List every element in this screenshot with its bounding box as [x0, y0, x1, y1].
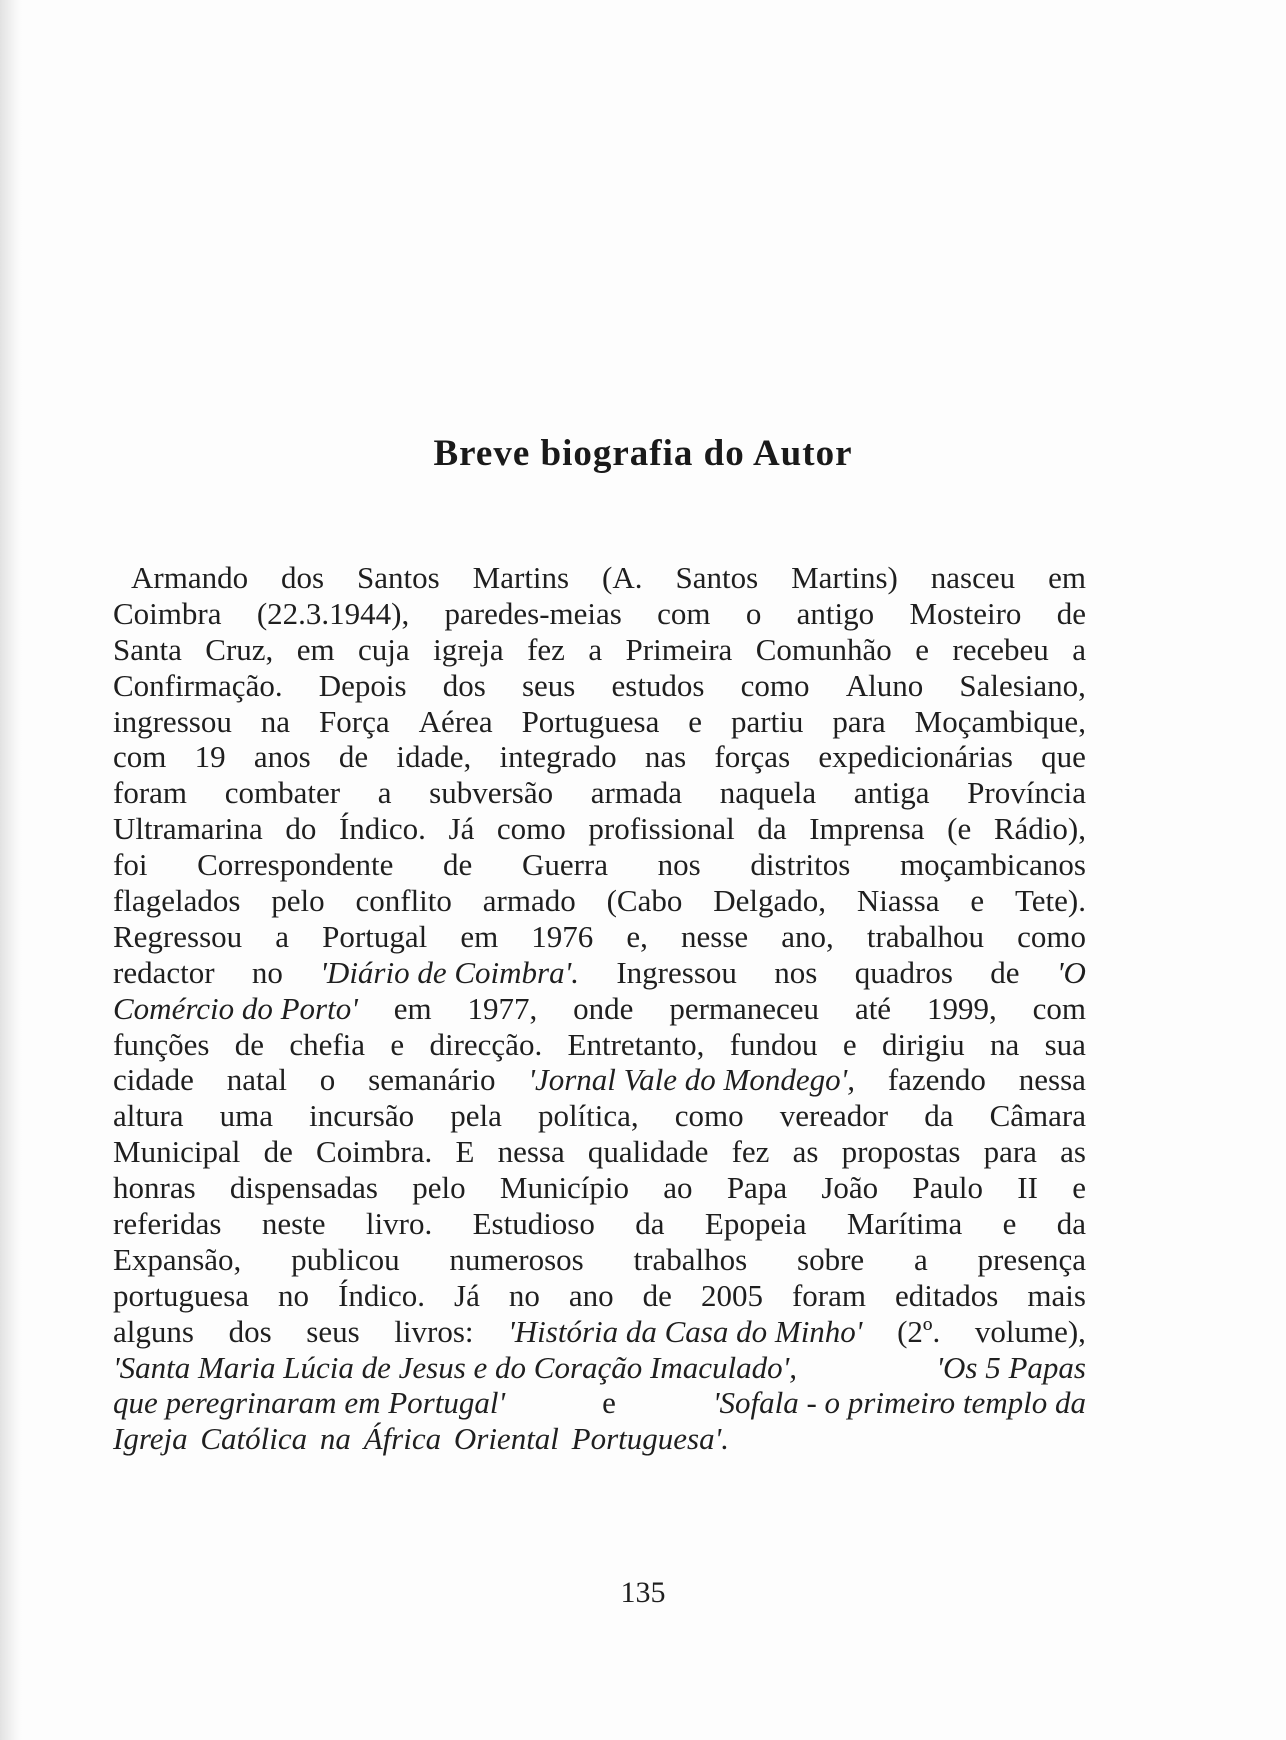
text-word: na: [989, 1026, 1020, 1062]
text-word: ano,: [781, 918, 834, 954]
text-word: honras: [113, 1170, 196, 1206]
text-word: sobre: [797, 1241, 865, 1277]
text-word: da: [924, 1098, 954, 1134]
text-word: no: [508, 1277, 540, 1313]
text-line: [113, 991, 1086, 1027]
text-word: Santa: [113, 631, 182, 667]
text-word: dos: [442, 667, 486, 703]
text-word: 19: [194, 739, 226, 775]
text-word: de: [642, 1277, 672, 1313]
text-word: livros:: [394, 1313, 474, 1349]
text-word: antigo: [796, 595, 875, 631]
text-word: cuja: [358, 631, 410, 667]
text-line: [113, 775, 1086, 811]
page-title: Breve biografia do Autor: [433, 433, 853, 474]
text-word: 'Sofala - o primeiro templo da: [712, 1385, 1086, 1421]
text-word: Epopeia: [704, 1206, 807, 1242]
text-word: qualidade: [587, 1134, 709, 1170]
text-word: armada: [590, 775, 683, 811]
text-word: nos: [657, 847, 701, 883]
text-word: 'Diário de Coimbra'.: [320, 954, 579, 990]
text-word: Armando: [131, 560, 249, 595]
text-word: Correspondente: [197, 847, 394, 883]
text-word: fazendo: [887, 1062, 986, 1098]
text-line: [113, 560, 1086, 596]
text-line: [113, 847, 1086, 883]
text-word: Já: [448, 811, 475, 847]
text-line: [113, 1027, 1086, 1063]
text-word: e: [1072, 1170, 1086, 1206]
text-word: e,: [626, 918, 648, 954]
text-word: Portuguesa: [521, 703, 660, 739]
text-word: a: [377, 775, 392, 811]
text-word: e: [842, 1026, 857, 1062]
text-word: com: [1032, 990, 1086, 1026]
text-word: Salesiano,: [959, 667, 1086, 703]
text-word: do: [285, 811, 317, 847]
page-edge-shadow: [0, 0, 22, 1740]
text-word: em: [393, 990, 432, 1026]
text-word: Coimbra.: [316, 1134, 433, 1170]
text-word: como: [674, 1098, 744, 1134]
text-word: Província: [967, 775, 1086, 811]
text-word: semanário: [368, 1062, 496, 1098]
text-word: flagelados: [113, 883, 241, 919]
text-word: armado: [482, 883, 576, 919]
text-word: e: [390, 1026, 405, 1062]
text-word: numerosos: [449, 1241, 584, 1277]
text-word: as: [792, 1134, 819, 1170]
text-word: permaneceu: [669, 990, 820, 1026]
text-word: naquela: [719, 775, 817, 811]
text-word: subversão: [429, 775, 554, 811]
text-word: como: [496, 811, 566, 847]
text-word: dos: [281, 560, 325, 595]
text-line: [113, 1170, 1086, 1206]
text-word: forças: [714, 739, 791, 775]
text-word: publicou: [291, 1241, 400, 1277]
text-word: 'História da Casa do Minho': [508, 1313, 863, 1349]
text-word: nasceu: [930, 560, 1016, 595]
text-word: nesse: [681, 918, 749, 954]
text-word: Rádio),: [993, 811, 1086, 847]
text-word: na: [260, 703, 291, 739]
text-word: antiga: [853, 775, 930, 811]
text-word: e: [970, 883, 985, 919]
text-word: II: [1017, 1170, 1038, 1206]
text-word: ano: [568, 1277, 614, 1313]
text-word: nos: [774, 954, 818, 990]
text-word: 'Santa Maria Lúcia de Jesus e do Coração Imaculado',: [113, 1349, 797, 1385]
text-word: João: [821, 1170, 879, 1206]
text-word: Delgado,: [713, 883, 826, 919]
text-word: e: [915, 631, 929, 667]
text-word: de: [338, 739, 369, 775]
text-word: nessa: [1018, 1062, 1086, 1098]
text-word: que peregrinaram em Portugal': [113, 1385, 506, 1421]
text-word: 2005: [700, 1277, 763, 1313]
text-word: e: [688, 703, 703, 739]
text-word: Expansão,: [113, 1241, 242, 1277]
text-word: foram: [113, 775, 188, 811]
text-word: Regressou: [113, 918, 243, 954]
text-line: [113, 632, 1086, 668]
text-word: e: [602, 1385, 616, 1421]
text-word: Portugal: [322, 918, 428, 954]
text-word: Comércio do Porto': [113, 990, 358, 1026]
text-word: de: [990, 954, 1020, 990]
text-line: [113, 1242, 1086, 1278]
text-word: alguns: [113, 1313, 194, 1349]
text-word: Niassa: [856, 883, 940, 919]
text-line: [113, 811, 1086, 847]
text-word: fez: [731, 1134, 770, 1170]
text-word: para: [983, 1134, 1037, 1170]
text-word: Santos: [357, 560, 440, 595]
text-word: sua: [1044, 1026, 1086, 1062]
text-line: [113, 1134, 1086, 1170]
text-word: livro.: [365, 1206, 433, 1242]
text-word: Ingressou: [616, 954, 737, 990]
text-word: a: [275, 918, 290, 954]
text-word: profissional: [588, 811, 735, 847]
text-word: 'O: [1056, 954, 1086, 990]
text-word: propostas: [841, 1134, 961, 1170]
text-line: [113, 1278, 1086, 1314]
text-word: foram: [791, 1277, 866, 1313]
text-word: (22.3.1944),: [256, 595, 410, 631]
text-word: E: [455, 1134, 475, 1170]
text-word: conflito: [355, 883, 452, 919]
text-word: funções: [113, 1026, 210, 1062]
text-word: (2º.: [897, 1313, 941, 1349]
text-word: pelo: [271, 883, 325, 919]
text-word: o: [745, 595, 762, 631]
text-word: a: [588, 631, 603, 667]
text-word: foi: [113, 847, 148, 883]
text-word: 1976: [531, 918, 594, 954]
text-line: [113, 1385, 1086, 1421]
text-word: volume),: [974, 1313, 1086, 1349]
text-word: Papa: [726, 1170, 788, 1206]
text-word: seus: [521, 667, 576, 703]
text-word: igreja: [433, 631, 504, 667]
text-word: chefia: [289, 1026, 366, 1062]
page-number: 135: [620, 1576, 666, 1609]
text-word: Martins: [472, 560, 570, 595]
text-word: a: [913, 1241, 928, 1277]
text-word: da: [635, 1206, 665, 1242]
text-word: até: [854, 990, 892, 1026]
text-word: onde: [573, 990, 634, 1026]
text-word: estudos: [611, 667, 705, 703]
text-word: as: [1060, 1134, 1086, 1170]
text-word: de: [443, 847, 473, 883]
text-word: de: [263, 1134, 293, 1170]
text-word: Cruz,: [205, 631, 274, 667]
text-word: Depois: [318, 667, 407, 703]
text-word: redactor: [113, 954, 215, 990]
text-word: (e: [947, 811, 972, 847]
text-line: [113, 1421, 1086, 1457]
text-word: (Cabo: [606, 883, 683, 919]
text-word: da: [757, 811, 787, 847]
text-word: de: [1056, 595, 1086, 631]
text-line: [113, 596, 1086, 632]
text-word: como: [1017, 918, 1086, 954]
text-word: mais: [1027, 1277, 1086, 1313]
text-word: (A.: [602, 560, 643, 595]
text-word: pela: [450, 1098, 502, 1134]
text-word: com: [113, 739, 167, 775]
text-word: para: [832, 703, 886, 739]
text-word: em: [460, 918, 499, 954]
text-word: Tete).: [1015, 883, 1086, 919]
text-word: nas: [644, 739, 687, 775]
text-word: Mosteiro: [909, 595, 1022, 631]
text-word: incursão: [309, 1098, 415, 1134]
text-word: Força: [319, 703, 390, 739]
text-word: Índico.: [338, 1277, 426, 1313]
text-line: [113, 704, 1086, 740]
biography-paragraph: [113, 560, 1086, 1457]
text-word: combater: [224, 775, 341, 811]
text-line: [113, 668, 1086, 704]
text-word: distritos: [750, 847, 851, 883]
text-word: Estudioso: [472, 1206, 595, 1242]
text-word: que: [1041, 739, 1086, 775]
text-word: partiu: [731, 703, 804, 739]
text-word: altura: [113, 1098, 184, 1134]
text-word: da: [1056, 1206, 1086, 1242]
text-word: trabalhou: [866, 918, 984, 954]
text-word: de: [234, 1026, 264, 1062]
text-word: a: [1072, 631, 1086, 667]
text-word: Ultramarina: [113, 811, 263, 847]
text-word: uma: [219, 1098, 274, 1134]
text-line: [113, 955, 1086, 991]
text-word: Guerra: [521, 847, 609, 883]
text-word: dispensadas: [229, 1170, 378, 1206]
text-word: Igreja Católica na África Oriental Portuguesa'.: [113, 1421, 729, 1457]
text-word: Municipal: [113, 1134, 241, 1170]
text-line: [113, 1206, 1086, 1242]
text-line: [113, 1314, 1086, 1350]
text-word: referidas: [113, 1206, 222, 1242]
text-word: Marítima: [846, 1206, 963, 1242]
text-word: política,: [537, 1098, 639, 1134]
text-word: seus: [306, 1313, 360, 1349]
text-word: integrado: [499, 739, 617, 775]
text-word: trabalhos: [633, 1241, 748, 1277]
text-word: Santos: [675, 560, 759, 595]
text-word: Coimbra: [113, 595, 222, 631]
text-line: [113, 1098, 1086, 1134]
text-word: neste: [261, 1206, 326, 1242]
text-word: direcção.: [429, 1026, 543, 1062]
text-word: Já: [454, 1277, 480, 1313]
text-word: dirigiu: [881, 1026, 965, 1062]
text-word: Aérea: [418, 703, 493, 739]
text-word: ao: [663, 1170, 693, 1206]
text-word: nessa: [497, 1134, 565, 1170]
text-word: anos: [253, 739, 311, 775]
text-word: idade,: [396, 739, 472, 775]
text-word: natal: [226, 1062, 287, 1098]
text-word: com: [657, 595, 711, 631]
text-word: o: [319, 1062, 336, 1098]
text-word: 'Jornal Vale do Mondego',: [528, 1062, 855, 1098]
text-word: fez: [527, 631, 565, 667]
text-word: em: [1048, 560, 1086, 595]
text-word: no: [251, 954, 283, 990]
text-word: vereador: [779, 1098, 889, 1134]
text-word: Martins): [791, 560, 898, 595]
text-line: [113, 919, 1086, 955]
text-word: Paulo: [912, 1170, 984, 1206]
text-word: quadros: [854, 954, 953, 990]
text-word: moçambicanos: [899, 847, 1086, 883]
text-line: [113, 1062, 1086, 1098]
text-word: portuguesa: [113, 1277, 250, 1313]
text-word: Imprensa: [809, 811, 925, 847]
text-word: Índico.: [338, 811, 426, 847]
text-word: em: [296, 631, 335, 667]
text-word: cidade: [113, 1062, 194, 1098]
text-word: fundou: [729, 1026, 818, 1062]
text-word: Comunhão: [755, 631, 892, 667]
text-word: Câmara: [989, 1098, 1086, 1134]
text-word: expedicionárias: [818, 739, 1013, 775]
text-word: ingressou: [113, 703, 232, 739]
text-word: presença: [977, 1241, 1086, 1277]
text-word: no: [278, 1277, 310, 1313]
text-word: Entretanto,: [567, 1026, 705, 1062]
text-word: 1977,: [467, 990, 538, 1026]
text-word: como: [740, 667, 810, 703]
text-word: paredes-meias: [444, 595, 622, 631]
text-word: Moçambique,: [914, 703, 1086, 739]
text-line: [113, 1350, 1086, 1386]
text-word: dos: [228, 1313, 272, 1349]
text-word: recebeu: [952, 631, 1049, 667]
text-word: editados: [895, 1277, 999, 1313]
text-line: [113, 739, 1086, 775]
text-word: pelo: [412, 1170, 466, 1206]
text-line: [113, 883, 1086, 919]
text-word: Confirmação.: [113, 667, 283, 703]
text-word: 'Os 5 Papas: [936, 1349, 1086, 1385]
text-word: Município: [499, 1170, 630, 1206]
text-word: Primeira: [625, 631, 733, 667]
text-word: Aluno: [845, 667, 924, 703]
text-word: 1999,: [926, 990, 997, 1026]
text-word: e: [1002, 1206, 1017, 1242]
